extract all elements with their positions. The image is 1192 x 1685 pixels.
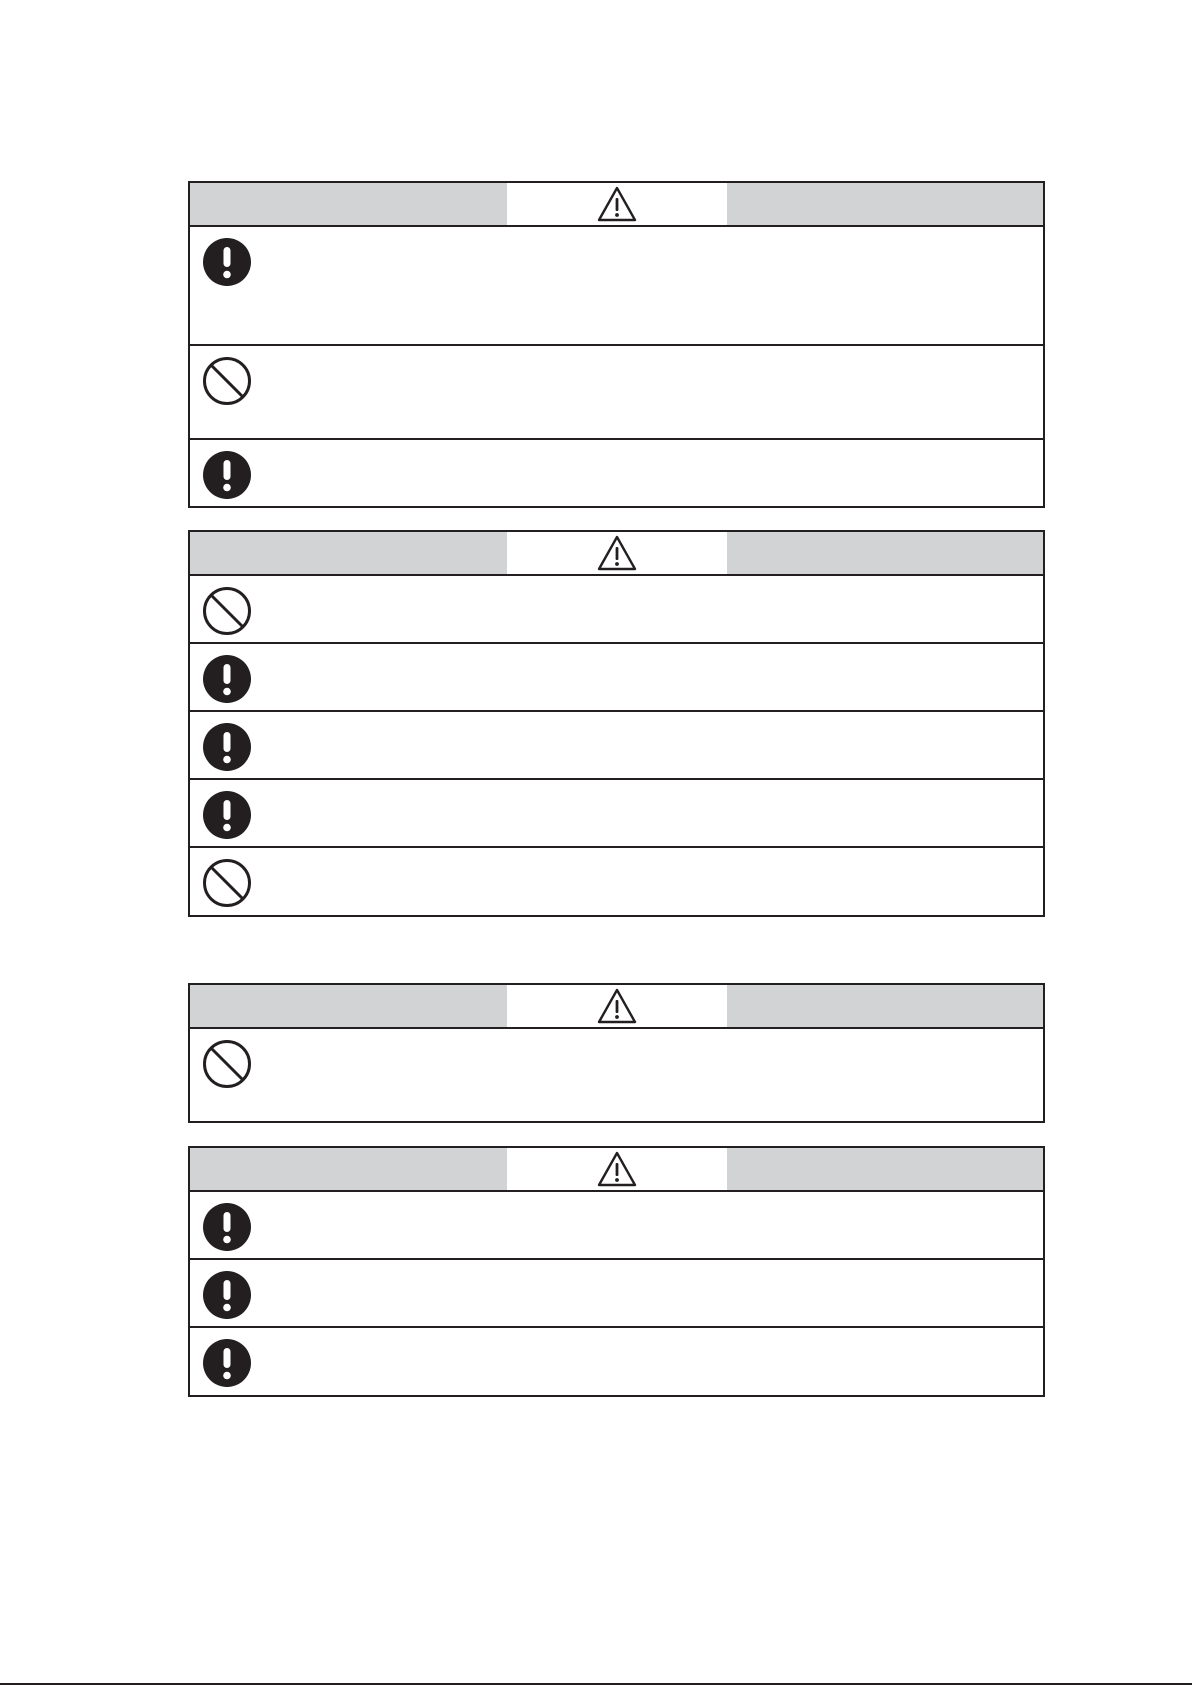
warning-table-header xyxy=(190,532,1043,576)
mandatory-icon xyxy=(202,1270,252,1320)
warning-triangle-icon xyxy=(597,186,637,222)
warning-row xyxy=(190,576,1043,644)
warning-label-area xyxy=(507,1148,727,1190)
warning-row xyxy=(190,1328,1043,1395)
prohibition-icon xyxy=(202,586,252,636)
mandatory-icon xyxy=(202,654,252,704)
warning-triangle-icon xyxy=(597,535,637,571)
warning-row xyxy=(190,712,1043,780)
warning-label-area xyxy=(507,985,727,1027)
warning-table-header xyxy=(190,985,1043,1029)
warning-table-header xyxy=(190,183,1043,227)
mandatory-icon xyxy=(202,790,252,840)
warning-label-area xyxy=(507,183,727,225)
mandatory-icon xyxy=(202,1338,252,1388)
warning-triangle-icon xyxy=(597,1151,637,1187)
warning-table-2 xyxy=(188,530,1045,917)
mandatory-icon xyxy=(202,1202,252,1252)
warning-row xyxy=(190,440,1043,506)
mandatory-icon xyxy=(202,722,252,772)
warning-table-1 xyxy=(188,181,1045,508)
prohibition-icon xyxy=(202,356,252,406)
warning-row xyxy=(190,1192,1043,1260)
mandatory-icon xyxy=(202,450,252,500)
warning-row xyxy=(190,346,1043,440)
warning-table-header xyxy=(190,1148,1043,1192)
warning-table-3 xyxy=(188,983,1045,1123)
warning-label-area xyxy=(507,532,727,574)
mandatory-icon xyxy=(202,237,252,287)
prohibition-icon xyxy=(202,858,252,908)
warning-triangle-icon xyxy=(597,988,637,1024)
warning-row xyxy=(190,780,1043,848)
warning-row xyxy=(190,848,1043,915)
warning-row xyxy=(190,644,1043,712)
prohibition-icon xyxy=(202,1039,252,1089)
warning-row xyxy=(190,227,1043,346)
warning-row xyxy=(190,1029,1043,1121)
warning-table-4 xyxy=(188,1146,1045,1397)
warning-row xyxy=(190,1260,1043,1328)
